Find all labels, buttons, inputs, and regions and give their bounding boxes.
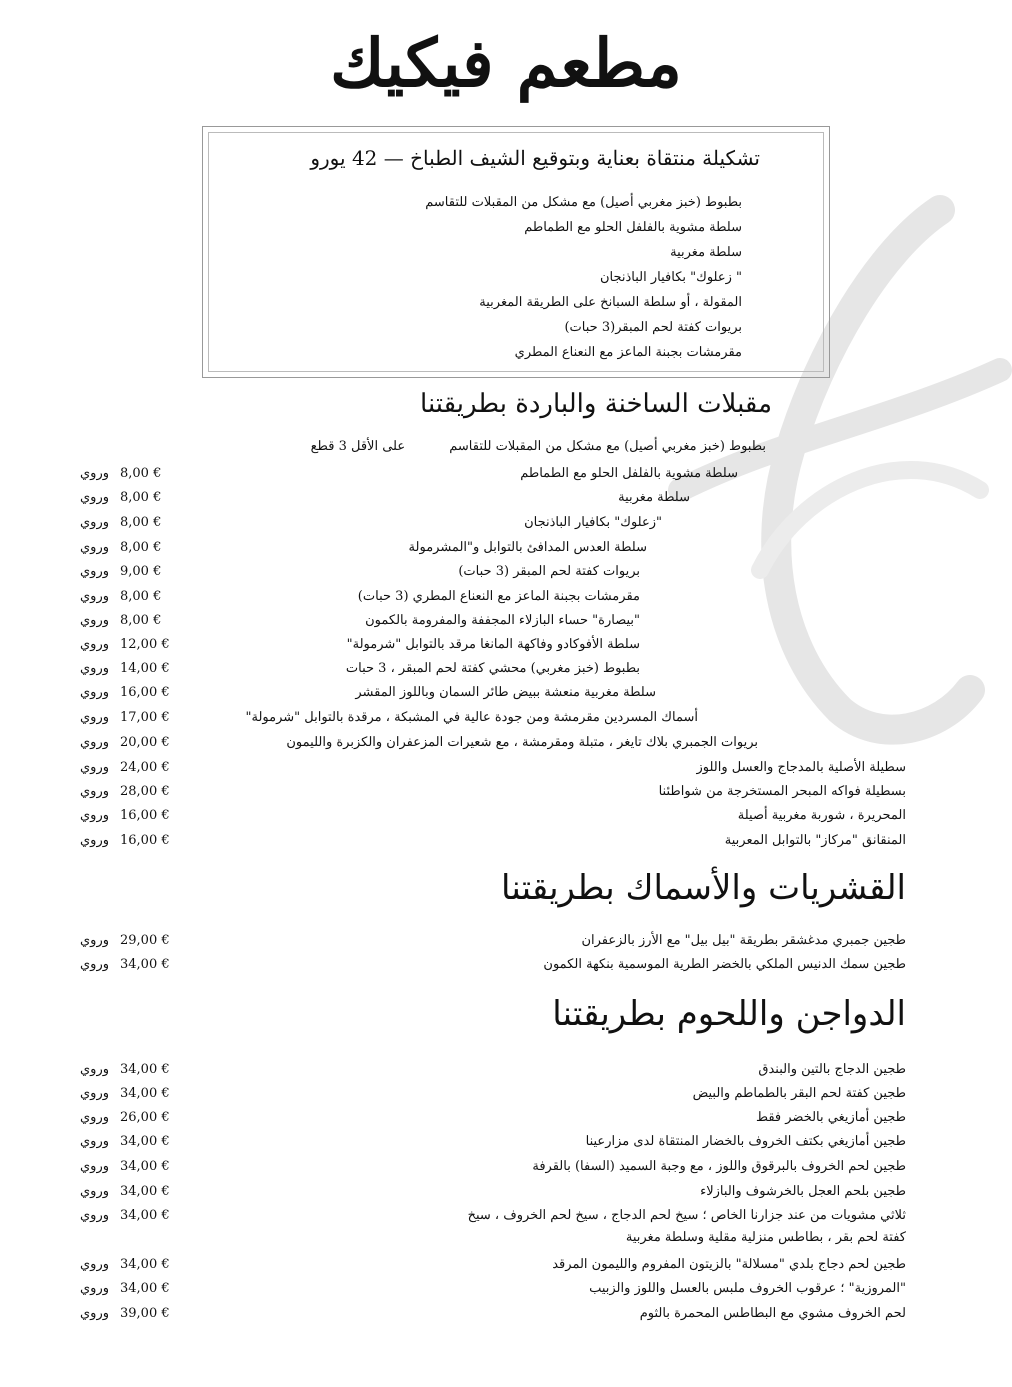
list-item	[0, 829, 1012, 853]
item-price: 9,00 €	[120, 564, 162, 579]
item-price: 20,00 €	[120, 735, 170, 750]
list-item: مقرمشات بجبنة الماعز مع النعناع المطري	[514, 345, 742, 360]
item-name: "المروزية" ؛ عرقوب الخروف ملبس بالعسل واللوز والزبيب	[589, 1281, 906, 1296]
item-name: طجين بلحم العجل بالخرشوف والبازلاء	[700, 1184, 906, 1199]
starters-note-text: بطبوط (خبز مغربي أصيل) مع مشكل من المقبلات للتقاسم	[449, 439, 766, 454]
item-name: بسطيلة فواكه المبحر المستخرجة من شواطئنا	[658, 784, 906, 799]
list-item	[0, 536, 1012, 560]
item-name: المحريرة ، شوربة مغربية أصيلة	[737, 808, 906, 823]
item-currency: وروي	[80, 564, 110, 579]
item-name: "بيصارة" حساء البازلاء المجففة والمفرومة بالكمون	[365, 613, 640, 628]
item-price: 16,00 €	[120, 685, 170, 700]
item-currency: وروي	[80, 661, 110, 676]
item-currency: وروي	[80, 808, 110, 823]
item-currency: وروي	[80, 1208, 110, 1223]
item-currency: وروي	[80, 1306, 110, 1321]
list-item	[0, 1106, 1012, 1130]
list-item	[0, 953, 1012, 977]
item-price: 14,00 €	[120, 661, 170, 676]
item-currency: وروي	[80, 957, 110, 972]
item-price: 17,00 €	[120, 710, 170, 725]
item-price: 34,00 €	[120, 1281, 170, 1296]
restaurant-title: مطعم فيكيك	[330, 24, 682, 102]
item-currency: وروي	[80, 637, 110, 652]
list-item: بطبوط (خبز مغربي أصيل) مع مشكل من المقبلات للتقاسم	[425, 195, 742, 210]
item-name: طجين الدجاج بالتين والبندق	[758, 1062, 906, 1077]
item-name: سلطة العدس المدافئ بالتوابل و"المشرمولة	[408, 540, 647, 555]
chef-menu-title: تشكيلة منتقاة بعناية وبتوقيع الشيف الطباخ — 42 يورو	[310, 146, 760, 170]
list-item	[0, 633, 1012, 657]
starters-title: مقبلات الساخنة والباردة بطريقتنا	[420, 389, 772, 419]
list-item	[0, 486, 1012, 510]
item-price: 34,00 €	[120, 1159, 170, 1174]
list-item	[0, 706, 1012, 730]
item-currency: وروي	[80, 1134, 110, 1149]
starters-note-min: على الأقل 3 قطع	[310, 439, 406, 454]
item-currency: وروي	[80, 784, 110, 799]
item-currency: وروي	[80, 1257, 110, 1272]
list-item	[0, 780, 1012, 804]
item-name: طجين كفتة لحم البقر بالطماطم والبيض	[692, 1086, 906, 1101]
list-item: بريوات كفتة لحم المبقر(3 حبات)	[564, 320, 742, 335]
item-name: المنقانق "مركاز" بالتوابل المعربية	[724, 833, 906, 848]
item-price: 34,00 €	[120, 1257, 170, 1272]
item-price: 39,00 €	[120, 1306, 170, 1321]
item-currency: وروي	[80, 710, 110, 725]
item-price: 34,00 €	[120, 1062, 170, 1077]
item-currency: وروي	[80, 933, 110, 948]
item-price: 34,00 €	[120, 1184, 170, 1199]
item-price: 8,00 €	[120, 515, 162, 530]
item-price: 8,00 €	[120, 613, 162, 628]
item-price: 34,00 €	[120, 957, 170, 972]
list-item	[0, 1058, 1012, 1082]
item-currency: وروي	[80, 589, 110, 604]
item-price: 28,00 €	[120, 784, 170, 799]
item-name: بطبوط (خبز مغربي) محشي كفتة لحم المبقر ، 3 حبات	[345, 661, 640, 676]
list-item: المقولة ، أو سلطة السبانخ على الطريقة المغربية	[479, 295, 742, 310]
item-currency: وروي	[80, 685, 110, 700]
list-item	[0, 1253, 1012, 1277]
list-item	[0, 1155, 1012, 1179]
item-currency: وروي	[80, 1086, 110, 1101]
item-name: "زعلوك" بكافيار الباذنجان	[524, 515, 662, 530]
item-name: أسماك المسردين مقرمشة ومن جودة عالية في المشبكة ، مرقدة بالتوابل "شرمولة"	[245, 710, 698, 725]
item-currency: وروي	[80, 735, 110, 750]
item-name: طجين لحم دجاج بلدي "مسلالة" بالزيتون المفروم والليمون المرقد	[552, 1257, 906, 1272]
item-currency: وروي	[80, 760, 110, 775]
item-currency: وروي	[80, 490, 110, 505]
item-price: 16,00 €	[120, 833, 170, 848]
list-item	[0, 1277, 1012, 1301]
item-price: 26,00 €	[120, 1110, 170, 1125]
seafood-title: القشريات والأسماك بطريقتنا	[501, 868, 906, 908]
item-price: 34,00 €	[120, 1208, 170, 1223]
item-currency: وروي	[80, 515, 110, 530]
list-item	[0, 1204, 1012, 1245]
chef-menu-list	[282, 190, 742, 365]
item-currency: وروي	[80, 1110, 110, 1125]
list-item	[0, 731, 1012, 755]
list-item	[0, 585, 1012, 609]
item-currency: وروي	[80, 466, 110, 481]
item-name: سطيلة الأصلية بالمدجاج والعسل واللوز	[696, 760, 906, 775]
item-price: 29,00 €	[120, 933, 170, 948]
list-item: سلطة مشوية بالفلفل الحلو مع الطماطم	[524, 220, 742, 235]
item-name-line2: كفتة لحم بقر ، بطاطس منزلية مقلية وسلطة مغربية	[625, 1230, 906, 1245]
item-name: سلطة مغربية	[618, 490, 690, 505]
item-price: 16,00 €	[120, 808, 170, 823]
item-currency: وروي	[80, 613, 110, 628]
meats-title: الدواجن واللحوم بطريقتنا	[552, 994, 906, 1034]
list-item	[0, 1180, 1012, 1204]
item-price: 12,00 €	[120, 637, 170, 652]
item-name: طجين أمازيغي بكتف الخروف بالخضار المنتقاة لدى مزارعينا	[585, 1134, 906, 1149]
item-name: طجين لحم الخروف بالبرقوق واللوز ، مع وجبة السميد (السفا) بالقرفة	[532, 1159, 906, 1174]
item-price: 8,00 €	[120, 466, 162, 481]
item-name: ثلاثي مشويات من عند جزارنا الخاص ؛ سيخ لحم الدجاج ، سيخ لحم الخروف ، سيخ	[467, 1208, 906, 1223]
list-item	[0, 609, 1012, 633]
item-name: بريوات كفتة لحم المبقر (3 حبات)	[458, 564, 640, 579]
item-price: 8,00 €	[120, 589, 162, 604]
item-price: 34,00 €	[120, 1086, 170, 1101]
item-currency: وروي	[80, 833, 110, 848]
item-currency: وروي	[80, 1184, 110, 1199]
item-price: 8,00 €	[120, 540, 162, 555]
list-item	[0, 511, 1012, 535]
list-item	[0, 1082, 1012, 1106]
item-price: 24,00 €	[120, 760, 170, 775]
list-item	[0, 929, 1012, 953]
item-name: طجين سمك الدنيس الملكي بالخضر الطرية الموسمية بنكهة الكمون	[543, 957, 906, 972]
list-item	[0, 560, 1012, 584]
list-item	[0, 756, 1012, 780]
list-item	[0, 462, 1012, 486]
item-currency: وروي	[80, 540, 110, 555]
list-item	[0, 804, 1012, 828]
item-currency: وروي	[80, 1062, 110, 1077]
list-item: سلطة مغربية	[670, 245, 742, 260]
item-name: طجين جمبري مدغشقر بطريقة "بيل بيل" مع الأرز بالزعفران	[581, 933, 906, 948]
item-currency: وروي	[80, 1281, 110, 1296]
item-name: سلطة مشوية بالفلفل الحلو مع الطماطم	[520, 466, 738, 481]
list-item	[0, 657, 1012, 681]
list-item: " زعلوك" بكافيار الباذنجان	[599, 270, 742, 285]
item-name: طجين أمازيغي بالخضر فقط	[755, 1110, 906, 1125]
item-price: 34,00 €	[120, 1134, 170, 1149]
item-name: سلطة الأفوكادو وفاكهة المانغا مرقد بالتوابل "شرمولة"	[346, 637, 640, 652]
list-item	[0, 681, 1012, 705]
list-item	[0, 1302, 1012, 1326]
item-price: 8,00 €	[120, 490, 162, 505]
item-name: مقرمشات بجبنة الماعز مع النعناع المطري (3 حبات)	[357, 589, 640, 604]
item-currency: وروي	[80, 1159, 110, 1174]
starters-note	[311, 436, 766, 458]
item-name: لحم الخروف مشوي مع البطاطس المحمرة بالثوم	[639, 1306, 906, 1321]
item-name: بريوات الجمبري بلاك تايغر ، متبلة ومقرمشة ، مع شعيرات المزعفران والكزبرة والليمون	[286, 735, 758, 750]
item-name: سلطة مغربية منعشة ببيض طائر السمان وباللوز المقشر	[355, 685, 656, 700]
list-item	[0, 1130, 1012, 1154]
